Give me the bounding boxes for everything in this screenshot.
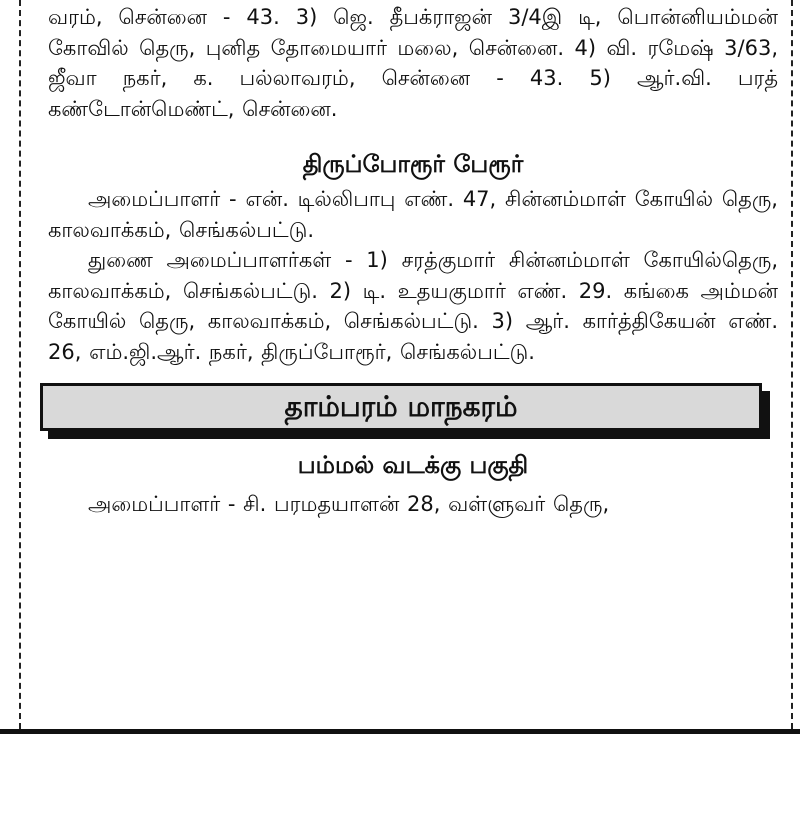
- section-heading-thiruporur: திருப்போரூர் பேரூர்: [302, 150, 524, 178]
- deputies-paragraph: துணை அமைப்பாளர்கள் - 1) சரத்குமார் சின்னம்மாள் கோயில்தெரு, காலவாக்கம், செங்கல்பட்டு. 2) டி. உதயகுமார் எண். 29. கங்கை அம்மன் கோயில் தெரு, காலவாக்கம், செங்கல்பட்டு. 3) ஆர். கார்த்திகேயன் எண். 26, எம்.ஜி.ஆர். நகர், திருப்போரூர், செங்கல்பட்டு.: [48, 248, 778, 364]
- banner-title: தாம்பரம் மாநகரம்: [40, 383, 762, 431]
- article-body: [48, 0, 778, 520]
- paragraph-continued: வரம், சென்னை - 43. 3) ஜெ. தீபக்ராஜன் 3/4இ டி, பொன்னியம்மன் கோவில் தெரு, புனித தோமையார் மலை, சென்னை. 4) வி. ரமேஷ் 3/63, ஜீவா நகர், க. பல்லாவரம், சென்னை - 43. 5) ஆர்.வி. பரத் கண்டோன்மெண்ட், சென்னை.: [48, 5, 778, 121]
- left-dashed-border: [19, 0, 21, 729]
- organizer-paragraph: அமைப்பாளர் - என். டில்லிபாபு எண். 47, சின்னம்மாள் கோயில் தெரு, காலவாக்கம், செங்கல்பட்டு.: [48, 187, 778, 242]
- right-dashed-border: [791, 0, 793, 729]
- organizer-paragraph-pammal: அமைப்பாளர் - சி. பரமதயாளன் 28, வள்ளுவர் தெரு,: [88, 492, 610, 516]
- banner-box: [40, 383, 768, 441]
- section-heading-pammal: பம்மல் வடக்கு பகுதி: [297, 451, 529, 479]
